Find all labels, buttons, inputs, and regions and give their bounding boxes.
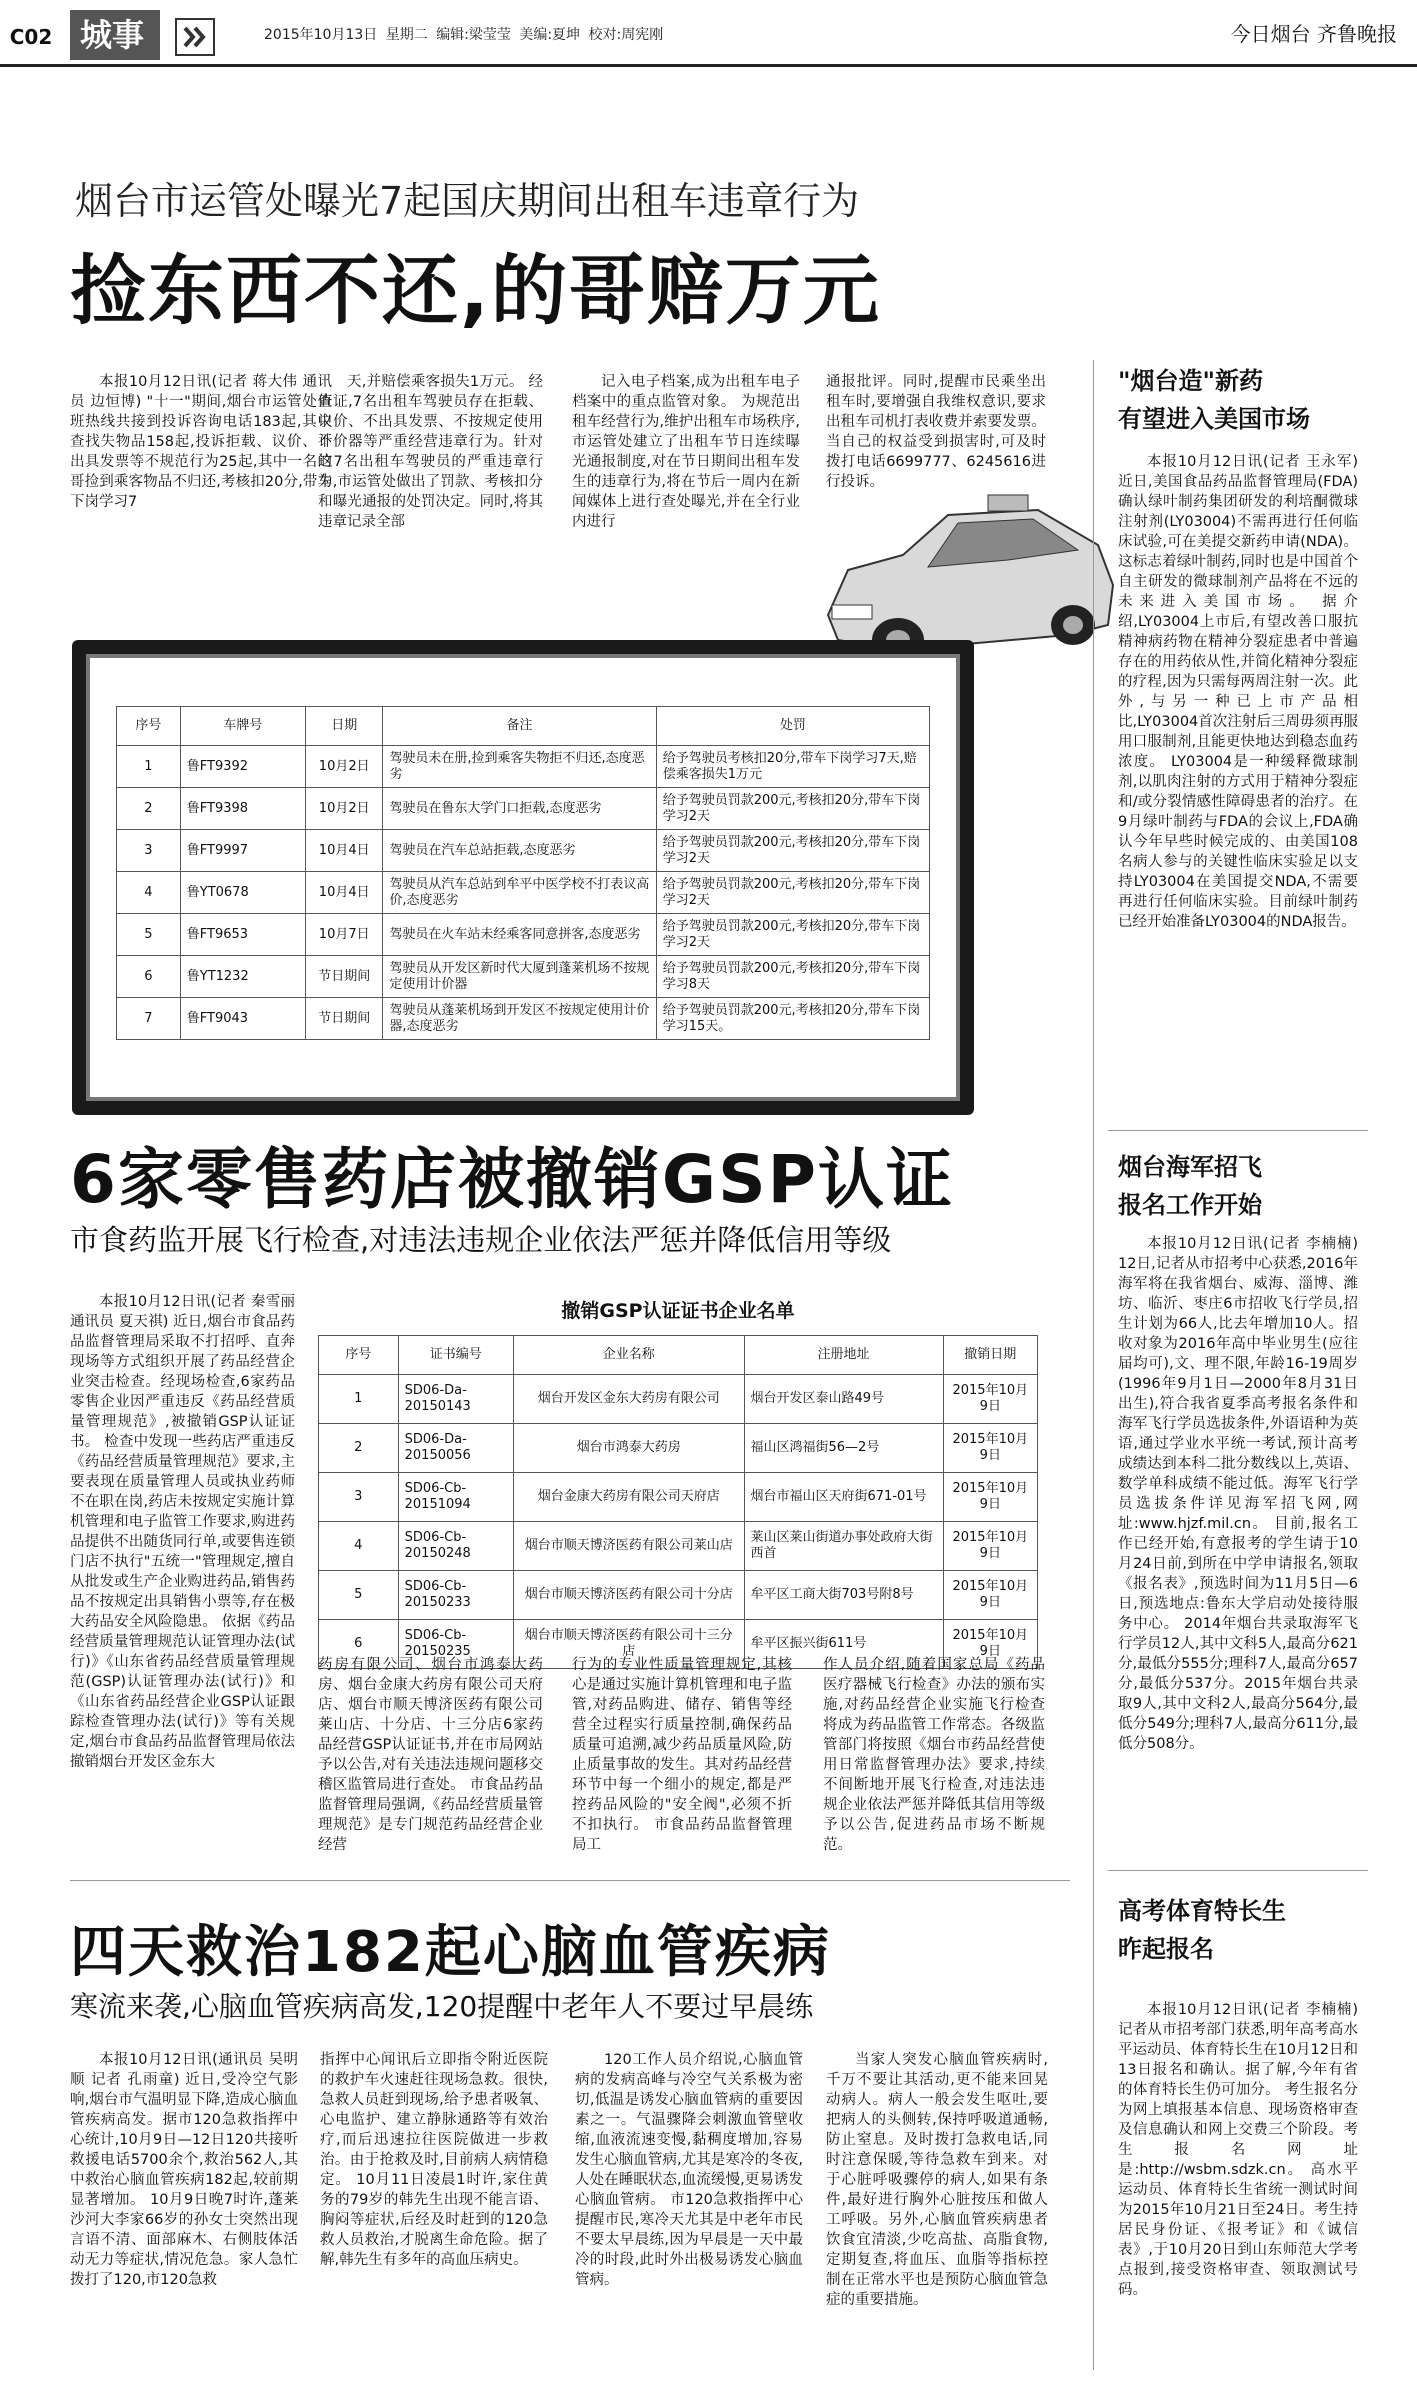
story2-column-4: 作人员介绍,随着国家总局《药品医疗器械飞行检查》办法的颁布实施,对药品经营企业实施飞行检查将成为药品监管工作常态。各级监管部门将按照《烟台市药品经营使用日常监督管理办法》要求,持续不间断地开展飞行检查,对违法违规企业依法严惩并降低其信用等级予以公告,促进药品市场不断规范。 <box>823 1657 1045 1853</box>
violation-row-cell: 鲁YT1232 <box>180 956 305 998</box>
violation-row-cell: 10月7日 <box>306 914 383 956</box>
story3-title: 四天救治182起心脑血管疾病 <box>70 1920 831 1985</box>
gsp-row <box>319 1375 1038 1424</box>
story3-column-3: 120工作人员介绍说,心脑血管病的发病高峰与冷空气关系极为密切,低温是诱发心脑血管病的重要因素之一。气温骤降会刺激血管壁收缩,血液流速变慢,黏稠度增加,容易发生心脑血管病,尤其是寒冷的冬夜,人处在睡眠状态,血流缓慢,更易诱发心脑血管病。 市120急救指挥中心提醒市民,寒冷天尤其是中老年市民不要太早晨练,因为早晨是一天中最冷的时段,此时外出极易诱发心脑血管病。 <box>575 2052 803 2288</box>
gsp-row-cell: SD06-Cb-20150235 <box>398 1620 513 1669</box>
violation-row-cell: 鲁FT9392 <box>180 746 305 788</box>
col-header: 日期 <box>306 707 383 746</box>
violation-row-cell: 给予驾驶员罚款200元,考核扣20分,带车下岗学习2天 <box>656 830 929 872</box>
gsp-row-cell: 烟台市顺天博济医药有限公司十三分店 <box>513 1620 744 1669</box>
col-header: 车牌号 <box>180 707 305 746</box>
story3-column-2: 指挥中心闻讯后立即指令附近医院的救护车火速赶往现场急救。很快,急救人员赶到现场,给予患者吸氧、心电监护、建立静脉通路等有效治疗,而后迅速拉往医院做进一步救治。由于抢救及时,目前病人病情稳定。 10月11日凌晨1时许,家住黄务的79岁的韩先生出现不能言语、胸闷等症状,后经及时赶到的120急救人员救治,才脱离生命危险。据了解,韩先生有多年的高血压病史。 <box>320 2052 548 2268</box>
violation-table <box>116 706 930 1040</box>
violation-table-frame <box>72 640 974 1115</box>
story1-title: 捡东西不还,的哥赔万元 <box>70 246 881 335</box>
violation-row-cell: 给予驾驶员罚款200元,考核扣20分,带车下岗学习2天 <box>656 914 929 956</box>
violation-row-cell: 10月2日 <box>306 746 383 788</box>
story2-title: 6家零售药店被撤销GSP认证 <box>70 1141 955 1218</box>
gsp-row-cell: SD06-Cb-20151094 <box>398 1473 513 1522</box>
story2-subtitle: 市食药监开展飞行检查,对违法违规企业依法严惩并降低信用等级 <box>70 1223 892 1257</box>
side1-headline: "烟台造"新药 有望进入美国市场 <box>1118 367 1310 433</box>
violation-row-cell: 驾驶员从蓬莱机场到开发区不按规定使用计价器,态度恶劣 <box>383 998 656 1040</box>
story2-column-1: 本报10月12日讯(记者 秦雪丽 通讯员 夏天祺) 近日,烟台市食品药品监督管理局采取不打招呼、直奔现场等方式组织开展了药品经营企业突击检查。经现场检查,6家药品零售企业因严重违反《药品经营质量管理规范》,被撤销GSP认证证书。 检查中发现一些药店严重违反《药品经营质量管理规范》要求,主要表现在质量管理人员或执业药师不在职在岗,药店未按规定实施计算机管理和电子监管工作要求,购进药品提供不出随货同行单,或要售连锁门店不执行"五统一"管理规定,擅自从批发或生产企业购进药品,销售药品不按规定出具销售小票等,存在极大药品安全风险隐患。 依据《药品经营质量管理规范认证管理办法(试行)》《山东省药品经营质量管理规范(GSP)认证管理办法(试行)》和《山东省药品经营企业GSP认证跟踪检查管理办法(试行)》等有关规定,烟台市食品药品监督管理局依法撤销烟台开发区金东大 <box>70 1294 295 1770</box>
gsp-row-cell: 2015年10月9日 <box>943 1424 1037 1473</box>
violation-row <box>117 998 930 1040</box>
col-header: 撤销日期 <box>943 1336 1037 1375</box>
gsp-row-cell: SD06-Da-20150143 <box>398 1375 513 1424</box>
violation-row-cell: 节日期间 <box>306 998 383 1040</box>
sidebar-rule-2 <box>1108 1870 1368 1871</box>
gsp-row-cell: 5 <box>319 1571 399 1620</box>
violation-row-cell: 驾驶员在鲁东大学门口拒载,态度恶劣 <box>383 788 656 830</box>
gsp-row <box>319 1571 1038 1620</box>
gsp-row-cell: 2 <box>319 1424 399 1473</box>
violation-row-cell: 鲁FT9398 <box>180 788 305 830</box>
story3-column-1: 本报10月12日讯(通讯员 吴明顺 记者 孔雨童) 近日,受冷空气影响,烟台市气温明显下降,造成心脑血管疾病高发。据市120急救指挥中心统计,10月9日—12日120共接听救援电话5700余个,救治562人,其中救治心脑血管疾病182起,较前期显著增加。 10月9日晚7时许,蓬莱沙河大李家66岁的孙女士突然出现言语不清、面部麻木、右侧肢体活动无力等症状,情况危急。家人急忙拨打了120,市120急救 <box>70 2052 298 2288</box>
issue-meta: 2015年10月13日 星期二 编辑:梁莹莹 美编:夏坤 校对:周宪刚 <box>264 27 664 43</box>
gsp-row <box>319 1473 1038 1522</box>
story1-column-1: 本报10月12日讯(记者 蒋大伟 通讯员 边恒博) "十一"期间,烟台市运管处值班热线共接到投诉咨询电话183起,其中查找失物品158起,投诉拒载、议价、不出具发票等不规范行为25起,其中一名的哥捡到乘客物品不归还,考核扣20分,带车下岗学习7 <box>70 374 332 510</box>
violation-row-cell: 10月4日 <box>306 830 383 872</box>
violation-table-wrap <box>116 706 930 1040</box>
violation-row-cell: 驾驶员从汽车总站到牟平中医学校不打表议高价,态度恶劣 <box>383 872 656 914</box>
violation-row-cell: 给予驾驶员罚款200元,考核扣20分,带车下岗学习2天 <box>656 788 929 830</box>
story3-column-4: 当家人突发心脑血管疾病时,千万不要让其活动,更不能来回晃动病人。病人一般会发生呕吐,要把病人的头侧转,保持呼吸道通畅,防止窒息。及时拨打急救电话,同时注意保暖,等待急救车到来。对于心脏呼吸骤停的病人,如果有条件,最好进行胸外心脏按压和做人工呼吸。另外,心脑血管疾病患者饮食宜清淡,少吃高盐、高脂食物,定期复查,将血压、血脂等指标控制在正常水平也是预防心脑血管急症的重要措施。 <box>826 2052 1048 2308</box>
violation-row <box>117 830 930 872</box>
story1-column-2: 天,并赔偿乘客损失1万元。 经查证,7名出租车驾驶员存在拒载、议价、不出具发票、不按规定使用计价器等严重经营违章行为。针对这7名出租车驾驶员的严重违章行为,市运管处做出了罚款、考核扣分和曝光通报的处罚决定。同时,将其违章记录全部 <box>318 374 543 530</box>
violation-row-cell: 驾驶员从开发区新时代大厦到蓬莱机场不按规定使用计价器 <box>383 956 656 998</box>
gsp-row <box>319 1424 1038 1473</box>
double-chevron-icon <box>175 18 215 56</box>
violation-row-cell: 节日期间 <box>306 956 383 998</box>
violation-row-cell: 给予驾驶员考核扣20分,带车下岗学习7天,赔偿乘客损失1万元 <box>656 746 929 788</box>
violation-row <box>117 956 930 998</box>
violation-table-header <box>117 707 930 746</box>
gsp-row-cell: SD06-Cb-20150233 <box>398 1571 513 1620</box>
violation-row-cell: 鲁FT9997 <box>180 830 305 872</box>
violation-row-cell: 驾驶员在汽车总站拒载,态度恶劣 <box>383 830 656 872</box>
gsp-row-cell: 4 <box>319 1522 399 1571</box>
violation-row-cell: 3 <box>117 830 181 872</box>
story1-column-4: 通报批评。同时,提醒市民乘坐出租车时,要增强自我维权意识,要求出租车司机打表收费并索要发票。当自己的权益受到损害时,可及时拨打电话6699777、6245616进行投诉。 <box>826 374 1046 490</box>
gsp-row-cell: 烟台市顺天博济医药有限公司十分店 <box>513 1571 744 1620</box>
violation-row-cell: 1 <box>117 746 181 788</box>
violation-row-cell: 驾驶员在火车站未经乘客同意拼客,态度恶劣 <box>383 914 656 956</box>
page-number: C02 <box>9 25 53 49</box>
gsp-row-cell: SD06-Da-20150056 <box>398 1424 513 1473</box>
gsp-row-cell: 2015年10月9日 <box>943 1522 1037 1571</box>
gsp-table-title: 撤销GSP认证证书企业名单 <box>561 1300 795 1322</box>
violation-row-cell: 给予驾驶员罚款200元,考核扣20分,带车下岗学习2天 <box>656 872 929 914</box>
gsp-row-cell: 烟台市顺天博济医药有限公司莱山店 <box>513 1522 744 1571</box>
violation-row-cell: 2 <box>117 788 181 830</box>
section-label: 城事 <box>70 10 160 60</box>
gsp-row-cell: 烟台开发区金东大药房有限公司 <box>513 1375 744 1424</box>
violation-row-cell: 给予驾驶员罚款200元,考核扣20分,带车下岗学习8天 <box>656 956 929 998</box>
gsp-row-cell: 莱山区莱山街道办事处政府大街西首 <box>744 1522 943 1571</box>
side1-body: 本报10月12日讯(记者 王永军) 近日,美国食品药品监督管理局(FDA)确认绿叶制药集团研发的利培酮微球注射剂(LY03004)不需再进行任何临床试验,可在美提交新药申请(NDA)。这标志着绿叶制药,同时也是中国首个自主研发的微球制剂产品将在不远的未来进入美国市场。 据介绍,LY03004上市后,有望改善口服抗精神病药物在精神分裂症患者中普遍存在的用药依从性,并简化精神分裂症的疗程,因为只需每两周注射一次。此外,与另一种已上市产品相比,LY03004首次注射后三周毋须再服用口服制剂,且能更快地达到稳态血药浓度。 LY03004是一种缓释微球制剂,以肌肉注射的方式用于精神分裂症和/或分裂情感性障碍患者的治疗。在9月绿叶制药与FDA的会议上,FDA确认今年早些时候完成的、由美国108名病人参与的关键性临床实验足以支持LY03004在美国提交NDA,不需要再进行任何临床实验。目前绿叶制药已经开始准备LY03004的NDA报告。 <box>1118 454 1358 930</box>
gsp-row-cell: 烟台金康大药房有限公司天府店 <box>513 1473 744 1522</box>
side2-headline: 烟台海军招飞 报名工作开始 <box>1118 1153 1262 1219</box>
gsp-row-cell: 福山区鸿福街56—2号 <box>744 1424 943 1473</box>
violation-row-cell: 7 <box>117 998 181 1040</box>
story3-rule <box>70 1880 1070 1881</box>
gsp-row-cell: 2015年10月9日 <box>943 1571 1037 1620</box>
violation-row-cell: 4 <box>117 872 181 914</box>
violation-row-cell: 鲁FT9653 <box>180 914 305 956</box>
violation-row-cell: 10月4日 <box>306 872 383 914</box>
violation-row-cell: 给予驾驶员罚款200元,考核扣20分,带车下岗学习15天。 <box>656 998 929 1040</box>
violation-row <box>117 746 930 788</box>
page-header <box>0 0 1417 70</box>
col-header: 注册地址 <box>744 1336 943 1375</box>
gsp-row-cell: 牟平区工商大街703号附8号 <box>744 1571 943 1620</box>
gsp-row-cell: 2015年10月9日 <box>943 1620 1037 1669</box>
violation-row-cell: 驾驶员未在册,捡到乘客失物拒不归还,态度恶劣 <box>383 746 656 788</box>
sidebar-divider <box>1093 360 1094 2370</box>
story2-column-3: 行为的专业性质量管理规定,其核心是通过实施计算机管理和电子监管,对药品购进、储存、销售等经营全过程实行质量控制,确保药品质量可追溯,减少药品质量风险,防止质量事故的发生。其对药品经营环节中每一个细小的规定,都是严控药品风险的"安全阀",必须不折不扣执行。 市食品药品监督管理局工 <box>572 1657 792 1853</box>
story3-subtitle: 寒流来袭,心脑血管疾病高发,120提醒中老年人不要过早晨练 <box>70 1990 814 2023</box>
violation-row-cell: 10月2日 <box>306 788 383 830</box>
gsp-row-cell: SD06-Cb-20150248 <box>398 1522 513 1571</box>
gsp-row-cell: 1 <box>319 1375 399 1424</box>
side2-body: 本报10月12日讯(记者 李楠楠) 12日,记者从市招考中心获悉,2016年海军将在我省烟台、威海、淄博、潍坊、临沂、枣庄6市招收飞行学员,招生计划为66人,比去年增加10人。招收对象为2016年高中毕业男生(应往届均可),文、理不限,年龄16-19周岁(1996年9月1日—2000年8月31日出生),符合我省夏季高考报名条件和海军飞行学员选拔条件,外语语种为英语,通过学业水平统一考试,预计高考成绩达到本科二批分数线以上,英语、数学单科成绩不能过低。海军飞行学员选拔条件详见海军招飞网,网址:www.hjzf.mil.cn。 目前,报名工作已经开始,有意报考的学生请于10月24日前,到所在中学申请报名,领取《报名表》,预选时间为11月5日—6日,预选地点:鲁东大学启动处接待服务中心。 2014年烟台共录取海军飞行学员12人,其中文科5人,最高分621分,最低分555分;理科7人,最高分657分,最低分537分。2015年烟台共录取9人,其中文科2人,最高分564分,最低分549分;理科7人,最高分611分,最低分508分。 <box>1118 1236 1358 1752</box>
col-header: 证书编号 <box>398 1336 513 1375</box>
gsp-row-cell: 烟台开发区泰山路49号 <box>744 1375 943 1424</box>
col-header: 序号 <box>319 1336 399 1375</box>
gsp-row-cell: 2015年10月9日 <box>943 1473 1037 1522</box>
col-header: 处罚 <box>656 707 929 746</box>
violation-row-cell: 鲁FT9043 <box>180 998 305 1040</box>
gsp-row <box>319 1522 1038 1571</box>
gsp-row-cell: 2015年10月9日 <box>943 1375 1037 1424</box>
story2-column-2: 药房有限公司、烟台市鸿泰大药房、烟台金康大药房有限公司天府店、烟台市顺天博济医药有限公司莱山店、十分店、十三分店6家药品经营GSP认证证书,并在市局网站予以公告,对有关违法违规问题移交稽区监管局进行查处。 市食品药品监督管理局强调,《药品经营质量管理规范》是专门规范药品经营企业经营 <box>318 1657 543 1853</box>
gsp-row-cell: 6 <box>319 1620 399 1669</box>
gsp-row-cell: 烟台市鸿泰大药房 <box>513 1424 744 1473</box>
violation-row <box>117 788 930 830</box>
col-header: 企业名称 <box>513 1336 744 1375</box>
gsp-table <box>318 1335 1038 1669</box>
side3-headline: 高考体育特长生 昨起报名 <box>1118 1897 1286 1963</box>
gsp-row-cell: 烟台市福山区天府街671-01号 <box>744 1473 943 1522</box>
violation-row <box>117 914 930 956</box>
gsp-table-block <box>318 1292 1038 1669</box>
newspaper-brand: 今日烟台 齐鲁晚报 <box>1230 22 1397 46</box>
sidebar-rule-1 <box>1108 1130 1368 1131</box>
violation-row-cell: 6 <box>117 956 181 998</box>
gsp-row-cell: 3 <box>319 1473 399 1522</box>
violation-row-cell: 5 <box>117 914 181 956</box>
gsp-table-header <box>319 1336 1038 1375</box>
col-header: 序号 <box>117 707 181 746</box>
gsp-row-cell: 牟平区振兴街611号 <box>744 1620 943 1669</box>
violation-row-cell: 鲁YT0678 <box>180 872 305 914</box>
story1-kicker: 烟台市运管处曝光7起国庆期间出租车违章行为 <box>75 179 860 223</box>
story1-column-3: 记入电子档案,成为出租车电子档案中的重点监管对象。 为规范出租车经营行为,维护出租车市场秩序,市运管处建立了出租车节日连续曝光通报制度,对在节日期间出租车发生的违章行为,将在节后一周内在新闻媒体上进行查处曝光,并在全行业内进行 <box>572 374 800 530</box>
violation-row <box>117 872 930 914</box>
side3-body: 本报10月12日讯(记者 李楠楠) 记者从市招考部门获悉,明年高考高水平运动员、体育特长生在10月12日和13日报名和确认。据了解,今年有省的体育特长生仍可加分。 考生报名分为网上填报基本信息、现场资格审查及信息确认和网上交费三个阶段。考生报名网址是:http://wsbm.sdzk.cn。 高水平运动员、体育特长生省统一测试时间为2015年10月21日至24日。考生持居民身份证、《报考证》和《诚信表》,于10月20日到山东师范大学考点报到,接受资格审查、领取测试号码。 <box>1118 2002 1358 2298</box>
header-rule <box>0 64 1417 67</box>
col-header: 备注 <box>383 707 656 746</box>
